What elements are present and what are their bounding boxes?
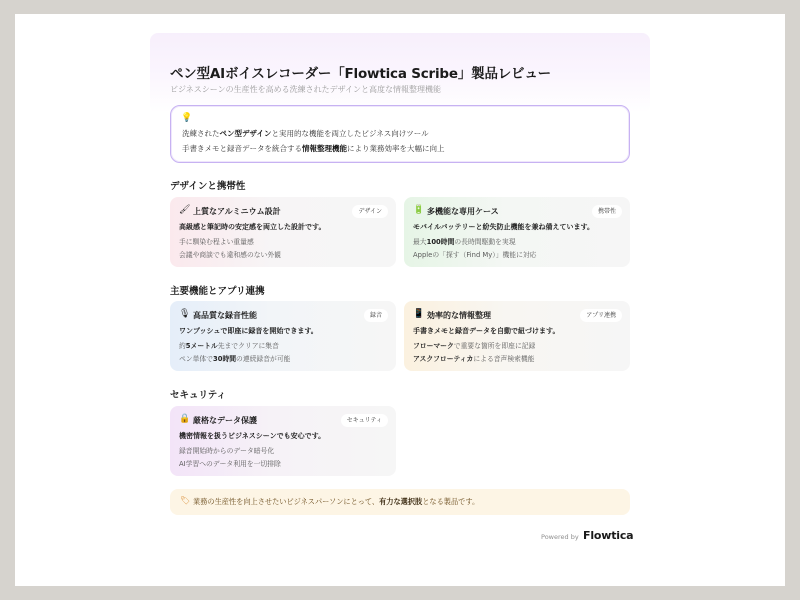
card-point: 手に馴染む程よい重量感 bbox=[179, 238, 254, 246]
card-organization bbox=[404, 301, 630, 371]
card-data-protection bbox=[170, 406, 396, 476]
emphasis-text: 情報整理機能 bbox=[302, 144, 347, 153]
card-tag: デザイン bbox=[352, 205, 388, 218]
callout-line-1: 洗練されたペン型デザインと実用的な機能を両立したビジネス向けツール bbox=[182, 129, 429, 138]
page-subtitle: ビジネスシーンの生産性を高める洗練されたデザインと高度な情報整理機能 bbox=[170, 85, 442, 94]
emphasis-text: 30時間 bbox=[212, 355, 237, 363]
page-title: ペン型AIボイスレコーダー「Flowtica Scribe」製品レビュー bbox=[170, 66, 551, 82]
summary-box bbox=[170, 489, 630, 515]
card-lead: ワンプッシュで即座に録音を開始できます。 bbox=[179, 327, 318, 335]
card-title: 厳格なデータ保護 bbox=[193, 416, 257, 425]
battery-icon: 🔋 bbox=[413, 205, 425, 215]
smartphone-icon: 📱 bbox=[413, 309, 425, 319]
card-lead: モバイルバッテリーと紛失防止機能を兼ね備えています。 bbox=[413, 223, 594, 231]
emphasis-text: 5メートル bbox=[185, 342, 218, 350]
lightbulb-icon: 💡 bbox=[181, 113, 193, 123]
card-point: Appleの「探す（Find My）」機能に対応 bbox=[413, 251, 537, 259]
card-lead: 高級感と筆記時の安定感を両立した設計です。 bbox=[179, 223, 326, 231]
card-carrying-case bbox=[404, 197, 630, 267]
card-lead: 機密情報を扱うビジネスシーンでも安心です。 bbox=[179, 432, 326, 440]
card-tag: 録音 bbox=[364, 309, 388, 322]
card-point: 録音開始時からのデータ暗号化 bbox=[179, 447, 275, 455]
card-point: フローマークで重要な箇所を即座に記録 bbox=[413, 342, 536, 350]
powered-by-label: Powered by bbox=[541, 533, 579, 541]
key-points-callout bbox=[170, 105, 630, 163]
section-title-security: セキュリティ bbox=[170, 390, 227, 401]
callout-line-2: 手書きメモと録音データを統合する情報整理機能により業務効率を大幅に向上 bbox=[182, 144, 445, 153]
card-lead: 手書きメモと録音データを自動で紐づけます。 bbox=[413, 327, 560, 335]
card-tag: 携帯性 bbox=[592, 205, 622, 218]
card-point: ペン単体で30時間の連続録音が可能 bbox=[179, 355, 291, 363]
paintbrush-icon: 🖌 bbox=[179, 205, 191, 215]
brand-logo[interactable]: Flowtica bbox=[583, 529, 634, 542]
summary-text: 業務の生産性を向上させたいビジネスパーソンにとって、有力な選択肢となる製品です。 bbox=[193, 497, 480, 506]
card-recording bbox=[170, 301, 396, 371]
card-point: 最大100時間の長時間駆動を実現 bbox=[413, 238, 516, 246]
emphasis-text: 有力な選択肢 bbox=[379, 497, 423, 506]
section-title-design: デザインと携帯性 bbox=[170, 181, 246, 192]
tag-icon: 🏷 bbox=[180, 496, 191, 505]
section-title-features: 主要機能とアプリ連携 bbox=[170, 286, 265, 297]
lock-icon: 🔒 bbox=[179, 414, 191, 424]
card-title: 上質なアルミニウム設計 bbox=[193, 207, 281, 216]
emphasis-text: フローマーク bbox=[413, 342, 454, 350]
card-point: 約5メートル先までクリアに集音 bbox=[179, 342, 279, 350]
card-tag: セキュリティ bbox=[341, 414, 388, 427]
card-title: 効率的な情報整理 bbox=[427, 311, 491, 320]
card-title: 多機能な専用ケース bbox=[427, 207, 499, 216]
card-point: AI学習へのデータ利用を一切排除 bbox=[179, 460, 281, 468]
card-point: アスクフローティカによる音声検索機能 bbox=[413, 355, 535, 363]
card-point: 会議や商談でも違和感のない外観 bbox=[179, 251, 281, 259]
emphasis-text: 100時間 bbox=[426, 238, 455, 246]
card-title: 高品質な録音性能 bbox=[193, 311, 257, 320]
emphasis-text: アスクフローティカ bbox=[413, 355, 474, 363]
emphasis-text: ペン型デザイン bbox=[219, 129, 272, 138]
card-tag: アプリ連携 bbox=[580, 309, 622, 322]
card-aluminum-design bbox=[170, 197, 396, 267]
microphone-icon: 🎙 bbox=[179, 309, 191, 319]
